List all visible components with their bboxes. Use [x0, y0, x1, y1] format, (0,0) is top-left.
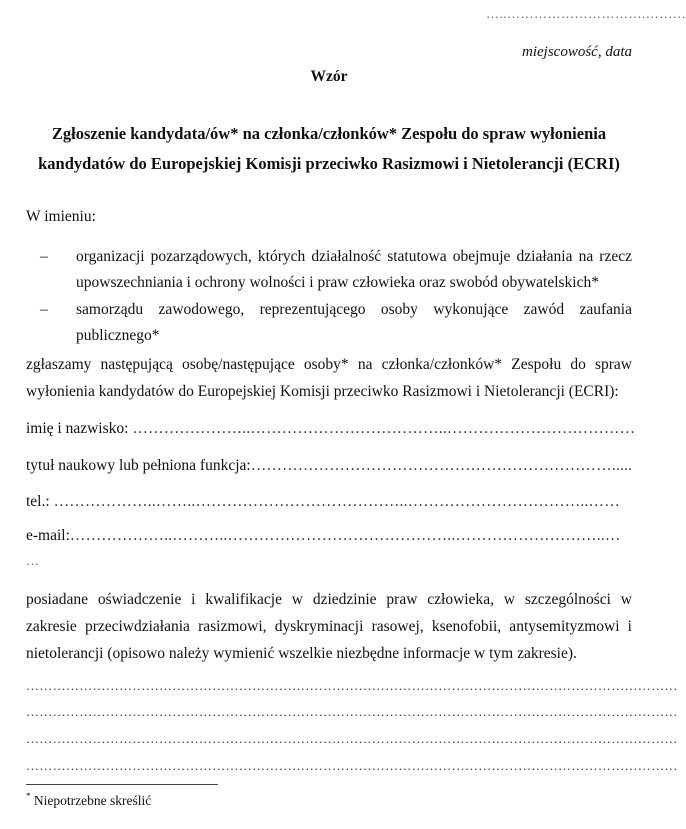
phone-field[interactable] [26, 493, 632, 511]
email-field[interactable] [26, 527, 632, 545]
document-title-line-1: Zgłoszenie kandydata/ów* na członka/członków* Zespołu do spraw wyłonienia [51, 124, 607, 143]
footnote-text: Niepotrzebne skreślić [30, 793, 152, 808]
bullet-2-line-1: samorządu zawodowego, reprezentującego osoby wykonujące zawód zaufania [76, 301, 632, 318]
place-date-label: miejscowość, data [522, 44, 632, 60]
nomination-line-1: zgłaszamy następującą osobę/następujące osoby* na członka/członków* Zespołu do spraw [26, 356, 632, 373]
footnote-separator [26, 784, 218, 785]
qualifications-line-2: zakresie przeciwdziałania rasizmowi, dyskryminacji rasowej, ksenofobii, antysemityzmowi i [26, 618, 632, 635]
phone-field-label: tel.: [26, 493, 54, 510]
answer-line[interactable]: ………………………………………………………………………………………………………………………………… [26, 731, 678, 746]
footnote-marker: * [26, 791, 31, 801]
bullet-2-line-2: publicznego* [76, 327, 160, 344]
phone-field-input[interactable]: ………………..……..…………………………………..……………………………..…… [53, 493, 620, 510]
title-function-field-label: tytuł naukowy lub pełniona funkcja: [26, 457, 251, 474]
nomination-line-2: wyłonienia kandydatów do Europejskiej Komisji przeciwko Rasizmowi i Nietolerancji (ECRI): [26, 383, 619, 400]
place-date-field[interactable]: …..………………………….……… [486, 6, 686, 21]
qualifications-line-3: nietolerancji (opisowo należy wymienić wszelkie niezbędne informacje w tym zakresie). [26, 645, 577, 662]
email-field-label: e-mail: [26, 527, 70, 544]
qualifications-line-1: posiadane oświadczenie i kwalifikacje w dziedzinie praw człowieka, w szczególności w [26, 591, 632, 608]
bullet-dash-2: – [40, 301, 48, 318]
answer-line[interactable]: ………………………………………………………………………………………………………………………………… [26, 704, 678, 719]
bullet-1-line-2: upowszechniania i ochrony wolności i praw człowieka oraz swobód obywatelskich* [76, 274, 599, 291]
title-function-field[interactable] [26, 457, 632, 475]
name-field-label: imię i nazwisko: [26, 420, 133, 437]
bullet-dash-1: – [40, 248, 48, 265]
email-field-input[interactable]: ………………..………..……………………………………..………………………..… [69, 527, 621, 544]
title-function-field-input[interactable]: ……………………………………………………………..... [250, 457, 633, 474]
bullet-1-line-1: organizacji pozarządowych, których działalność statutowa obejmuje działania na rzecz [76, 248, 632, 265]
more-entries-ellipsis: … [26, 553, 39, 568]
name-field-input[interactable]: …………………..………………………………..……………………………… [132, 420, 636, 437]
template-heading: Wzór [310, 68, 348, 85]
on-behalf-label: W imieniu: [26, 208, 96, 225]
answer-line[interactable]: ………………………………………………………………………………………………………………………………… [26, 758, 678, 773]
document-title-line-2: kandydatów do Europejskiej Komisji przeciwko Rasizmowi i Nietolerancji (ECRI) [38, 154, 620, 173]
answer-line[interactable]: ………………………………………………………………………………………………………………………………… [26, 678, 678, 693]
footnote [26, 793, 151, 809]
name-field[interactable] [26, 420, 636, 438]
